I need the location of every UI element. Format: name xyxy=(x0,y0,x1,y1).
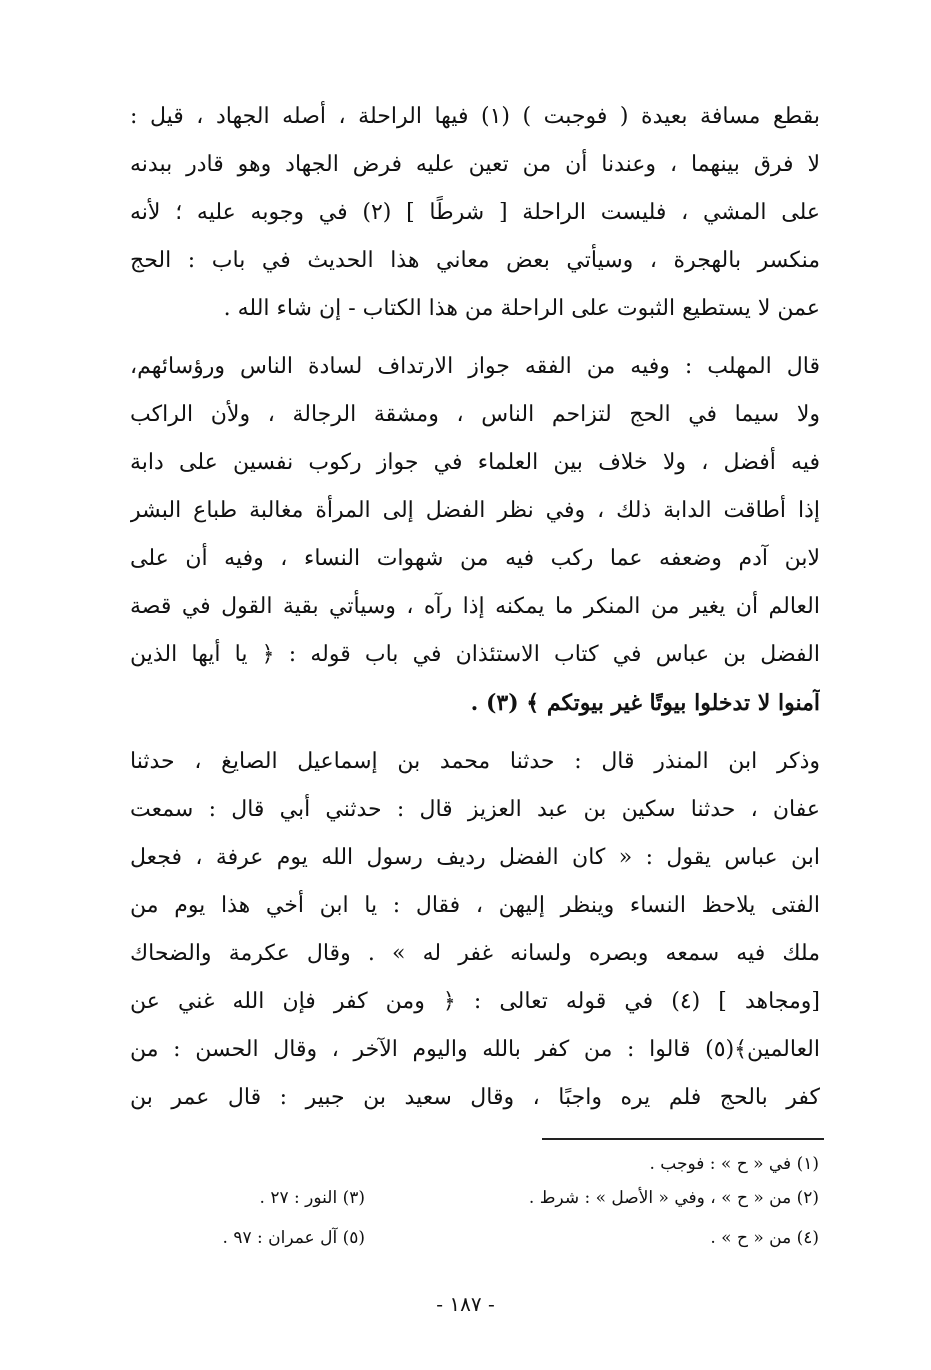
text-line: بقطع مسافة بعيدة ( فوجبت ) (١) فيها الراحلة ، أصله الجهاد ، قيل : xyxy=(130,104,820,129)
text-line: لابن آدم وضعفه عما ركب فيه من شهوات النساء ، وفيه أن على xyxy=(130,546,820,571)
footnote-5: (٥) آل عمران : ٩٧ . xyxy=(222,1228,365,1248)
text-line: وذكر ابن المنذر قال : حدثنا محمد بن إسماعيل الصايغ ، حدثنا xyxy=(130,749,820,774)
text-line: على المشي ، فليست الراحلة [ شرطًا ] (٢) في وجوبه عليه ؛ لأنه xyxy=(130,200,820,225)
paragraph-3 xyxy=(130,738,820,1122)
text-line: لا فرق بينهما ، وعندنا أن من تعين عليه فرض الجهاد وهو قادر ببدنه xyxy=(130,152,820,177)
page-number: - ١٨٧ - xyxy=(436,1292,495,1316)
paragraph-1 xyxy=(130,93,820,333)
text-line: العالمين﴾(٥) قالوا : من كفر بالله واليوم الآخر ، وقال الحسن : من xyxy=(130,1037,820,1062)
footnote-1: (١) في « ح » : فوجب . xyxy=(649,1154,819,1174)
text-line: ابن عباس يقول : « كان الفضل رديف رسول الله يوم عرفة ، فجعل xyxy=(130,845,820,870)
text-line: الفتى يلاحظ النساء وينظر إليهن ، فقال : يا ابن أخي هذا يوم من xyxy=(130,893,820,918)
text-line: العالم أن يغير من المنكر ما يمكنه إذا رآه ، وسيأتي بقية القول في قصة xyxy=(130,594,820,619)
text-line: ولا سيما في الحج لتزاحم الناس ، ومشقة الرجالة ، ولأن الراكب xyxy=(130,402,820,427)
text-line: منكسر بالهجرة ، وسيأتي بعض معاني هذا الحديث في باب : الحج xyxy=(130,248,820,273)
footnote-2: (٢) من « ح » ، وفي « الأصل » : شرط . xyxy=(528,1188,819,1208)
quran-verse-line: آمنوا لا تدخلوا بيوتًا غير بيوتكم ﴾ (٣) . xyxy=(470,690,820,716)
text-line: فيه أفضل ، ولا خلاف بين العلماء في جواز ركوب نفسين على دابة xyxy=(130,450,820,475)
text-line: عمن لا يستطيع الثبوت على الراحلة من هذا الكتاب - إن شاء الله . xyxy=(223,296,820,321)
text-line: الفضل بن عباس في كتاب الاستئذان في باب قوله : ﴿ يا أيها الذين xyxy=(130,642,820,667)
footnote-4: (٤) من « ح » . xyxy=(710,1228,819,1248)
text-line: ملك فيه سمعه وبصره ولسانه غفر له » . وقال عكرمة والضحاك xyxy=(130,941,820,966)
footnote-3: (٣) النور : ٢٧ . xyxy=(259,1188,365,1208)
text-line: عفان ، حدثنا سكين بن عبد العزيز قال : حدثني أبي قال : سمعت xyxy=(130,797,820,822)
paragraph-2 xyxy=(130,343,820,727)
text-line: قال المهلب : وفيه من الفقه جواز الارتداف لسادة الناس ورؤسائهم، xyxy=(130,354,820,379)
footnote-divider xyxy=(542,1138,824,1140)
text-line: إذا أطاقت الدابة ذلك ، وفي نظر الفضل إلى المرأة مغالبة طباع البشر xyxy=(130,498,820,523)
text-line: كفر بالحج فلم يره واجبًا ، وقال سعيد بن جبير : قال عمر بن xyxy=(130,1085,820,1110)
text-line: [ومجاهد ] (٤) في قوله تعالى : ﴿ ومن كفر فإن الله غني عن xyxy=(130,989,820,1014)
